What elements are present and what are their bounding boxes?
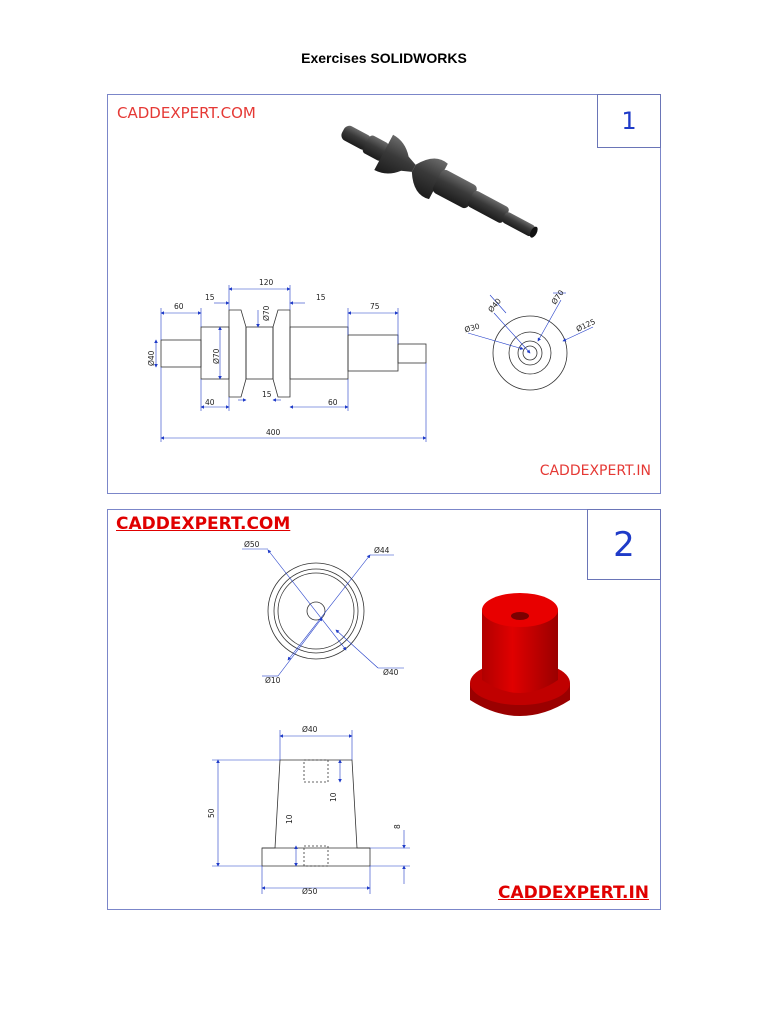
dim-75: 75 bbox=[370, 302, 380, 311]
dim-height-50: 50 bbox=[207, 808, 216, 818]
dim-dia70-side: Ø70 bbox=[212, 348, 221, 364]
dim-bottom-hole-10: 10 bbox=[285, 814, 294, 824]
dim-circle-dia10: Ø10 bbox=[265, 676, 281, 685]
bushing-front-view bbox=[212, 730, 410, 894]
shaft-3d-model bbox=[333, 113, 546, 252]
dim-15-right: 15 bbox=[316, 293, 326, 302]
dim-circle-dia50: Ø50 bbox=[244, 540, 260, 549]
brand-bottom: CADDEXPERT.IN bbox=[539, 463, 651, 479]
dim-top-hole-10: 10 bbox=[329, 792, 338, 802]
dim-side-dia40: Ø40 bbox=[302, 725, 318, 734]
dim-circle-dia44: Ø44 bbox=[374, 546, 390, 555]
dim-dia40: Ø40 bbox=[147, 350, 156, 366]
dim-60-left: 60 bbox=[174, 302, 184, 311]
exercise-2-drawing bbox=[108, 510, 662, 911]
brand-bottom: CADDEXPERT.IN bbox=[498, 883, 649, 903]
dim-side-dia50: Ø50 bbox=[302, 887, 318, 896]
exercise-number: 2 bbox=[587, 509, 661, 580]
dim-120: 120 bbox=[259, 278, 274, 287]
dim-60-right: 60 bbox=[328, 398, 338, 407]
shaft-dimensions bbox=[156, 285, 426, 442]
page-title: Exercises SOLIDWORKS bbox=[301, 50, 467, 66]
dim-circle-dia125: Ø125 bbox=[574, 316, 597, 334]
exercise-1-sheet bbox=[107, 94, 661, 494]
dim-flange-8: 8 bbox=[393, 824, 402, 829]
dim-15-left: 15 bbox=[205, 293, 215, 302]
bushing-top-view bbox=[242, 549, 404, 676]
bushing-3d-model bbox=[470, 593, 570, 716]
exercise-2-sheet bbox=[107, 509, 661, 910]
dim-circle-dia40: Ø40 bbox=[486, 296, 504, 315]
dim-400: 400 bbox=[266, 428, 281, 437]
brand-top: CADDEXPERT.COM bbox=[117, 104, 256, 122]
brand-top: CADDEXPERT.COM bbox=[116, 514, 291, 534]
dim-40: 40 bbox=[205, 398, 215, 407]
dim-circle-dia30: Ø30 bbox=[463, 321, 481, 335]
dim-circle-dia40: Ø40 bbox=[383, 668, 399, 677]
dim-circle-dia70: Ø70 bbox=[549, 288, 566, 307]
exercise-number: 1 bbox=[597, 94, 661, 148]
dim-dia70-top: Ø70 bbox=[262, 305, 271, 321]
dim-15-bottom: 15 bbox=[262, 390, 272, 399]
exercise-1-drawing bbox=[108, 95, 662, 495]
